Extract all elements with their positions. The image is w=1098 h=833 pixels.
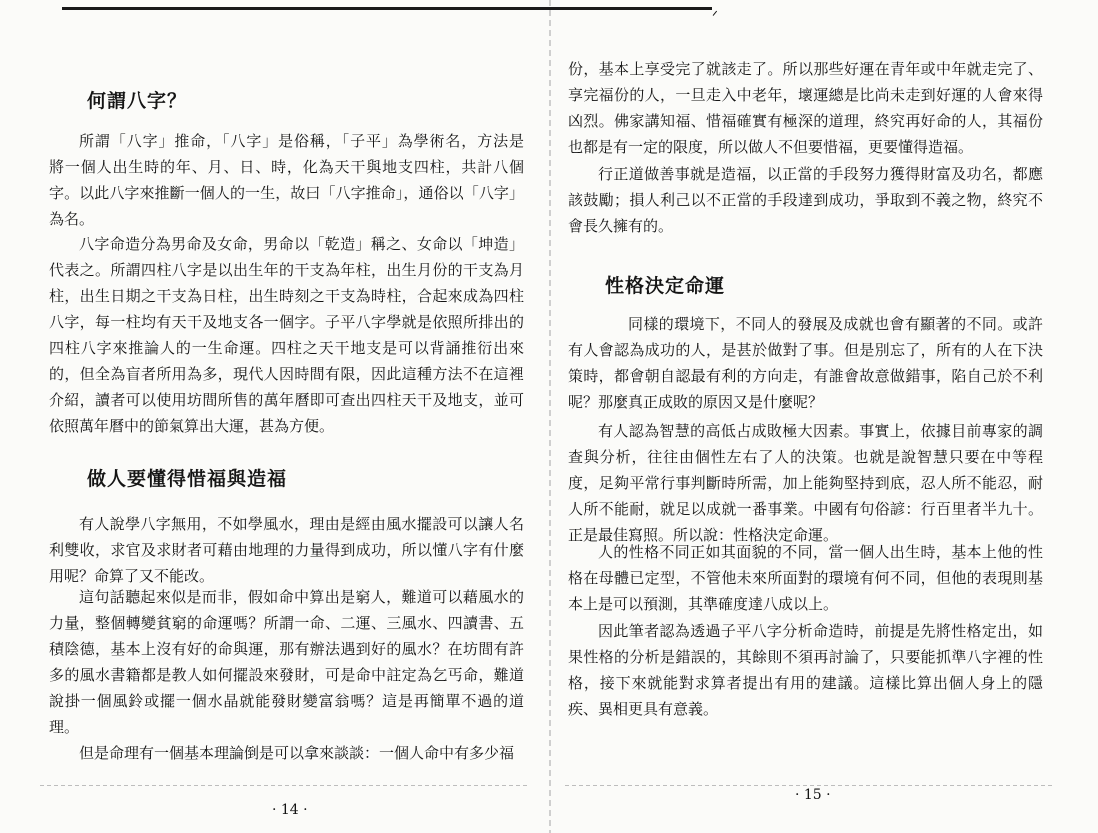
- body-text-line: 四柱八字來推論人的一生命運。四柱之天干地支是可以背誦推衍出來: [49, 339, 524, 357]
- body-text-line: 因此筆者認為透過子平八字分析命造時，前提是先將性格定出，如: [598, 622, 1043, 640]
- top-rule: [62, 7, 712, 10]
- body-text-line: 代表之。所謂四柱八字是以出生年的干支為年柱，出生月份的干支為月: [49, 261, 524, 279]
- section-heading: 做人要懂得惜福與造福: [87, 468, 288, 490]
- body-text-line: 積陰德，基本上沒有好的命與運，那有辦法遇到好的風水？在坊間有許: [49, 640, 524, 658]
- body-text-line: 策時，都會朝自認最有利的方向走，有誰會故意做錯事，陷自己於不利: [568, 367, 1043, 385]
- body-text-line: 本上是可以預測，其準確度達八成以上。: [568, 595, 839, 613]
- body-text-line: 享完福份的人，一旦走入中老年，壞運總是比尚未走到好運的人會來得: [568, 86, 1043, 104]
- body-text-line: 呢？那麼真正成敗的原因又是什麼呢？: [568, 393, 824, 411]
- section-heading: 何謂八字？: [87, 90, 188, 112]
- body-text-line: 但是命理有一個基本理論倒是可以拿來談談：一個人命中有多少福: [79, 744, 515, 762]
- page-number-left: · 14 ·: [272, 802, 308, 818]
- body-text-line: 說掛一個風鈴或擺一個水晶就能發財變富翁嗎？這是再簡單不過的道: [49, 692, 524, 710]
- body-text-line: 多的風水書籍都是教人如何擺設來發財，可是命中註定為乞丐命，難道: [49, 666, 524, 684]
- body-text-line: 這句話聽起來似是而非，假如命中算出是窮人，難道可以藉風水的: [79, 588, 524, 606]
- page-gutter: [549, 0, 551, 833]
- body-text-line: 理。: [49, 718, 80, 736]
- scan-mark: ᐟ: [712, 9, 718, 25]
- body-text-line: 人所不能耐，就足以成就一番事業。中國有句俗諺：行百里者半九十。: [568, 500, 1043, 518]
- body-text-line: 會長久擁有的。: [568, 217, 674, 235]
- body-text-line: 利雙收，求官及求財者可藉由地理的力量得到成功，所以懂八字有什麼: [49, 541, 524, 559]
- body-text-line: 行正道做善事就是造福，以正當的手段努力獲得財富及功名，都應: [598, 165, 1043, 183]
- body-text-line: 為名。: [49, 210, 95, 228]
- body-text-line: 用呢？命算了又不能改。: [49, 567, 215, 585]
- body-text-line: 有人說學八字無用，不如學風水，理由是經由風水擺設可以讓人名: [79, 515, 524, 533]
- body-text-line: 人的性格不同正如其面貌的不同，當一個人出生時，基本上他的性: [598, 543, 1043, 561]
- page-number-right: · 15 ·: [795, 787, 831, 803]
- left-bottom-rule: [40, 785, 530, 786]
- body-text-line: 的，但全為盲者所用為多，現代人因時間有限，因此這種方法不在這裡: [49, 365, 524, 383]
- body-text-line: 八字命造分為男命及女命，男命以「乾造」稱之、女命以「坤造」: [79, 235, 524, 253]
- section-heading: 性格決定命運: [605, 275, 726, 297]
- body-text-line: 格在母體已定型，不管他未來所面對的環境有何不同，但他的表現則基: [568, 569, 1043, 587]
- body-text-line: 有人會認為成功的人，是甚於做對了事。但是別忘了，所有的人在下決: [568, 341, 1043, 359]
- body-text-line: 所謂「八字」推命，「八字」是俗稱，「子平」為學術名，方法是: [79, 132, 524, 150]
- body-text-line: 疾、異相更具有意義。: [568, 700, 719, 718]
- body-text-line: 也都是有一定的限度，所以做人不但要惜福，更要懂得造福。: [568, 138, 974, 156]
- body-text-line: 八字，每一柱均有天干及地支各一個字。子平八字學就是依照所排出的: [49, 313, 524, 331]
- body-text-line: 將一個人出生時的年、月、日、時，化為天干與地支四柱，共計八個: [49, 158, 524, 176]
- body-text-line: 力量，整個轉變貧窮的命運嗎？所謂一命、二運、三風水、四讀書、五: [49, 614, 524, 632]
- body-text-line: 查與分析，往往由個性左右了人的決策。也就是說智慧只要在中等程: [568, 448, 1043, 466]
- body-text-line: 格，接下來就能對求算者提出有用的建議。這樣比算出個人身上的隱: [568, 674, 1043, 692]
- body-text-line: 有人認為智慧的高低占成敗極大因素。事實上，依據目前專家的調: [598, 422, 1043, 440]
- body-text-line: 同樣的環境下，不同人的發展及成就也會有顯著的不同。或許: [628, 315, 1043, 333]
- body-text-line: 介紹，讀者可以使用坊間所售的萬年曆即可查出四柱天干及地支，並可: [49, 391, 524, 409]
- body-text-line: 柱，出生日期之干支為日柱，出生時刻之干支為時柱，合起來成為四柱: [49, 287, 524, 305]
- body-text-line: 該鼓勵；損人利己以不正當的手段達到成功，爭取到不義之物，終究不: [568, 191, 1043, 209]
- body-text-line: 凶烈。佛家講知福、惜福確實有極深的道理，終究再好命的人，其福份: [568, 112, 1043, 130]
- body-text-line: 正是最佳寫照。所以說：性格決定命運。: [568, 526, 839, 544]
- body-text-line: 份，基本上享受完了就該走了。所以那些好運在青年或中年就走完了、: [568, 60, 1043, 78]
- right-bottom-rule: [565, 785, 1055, 786]
- body-text-line: 度，足夠平常行事判斷時所需，加上能夠堅持到底，忍人所不能忍，耐: [568, 474, 1043, 492]
- body-text-line: 依照萬年曆中的節氣算出大運，甚為方便。: [49, 417, 335, 435]
- body-text-line: 字。以此八字來推斷一個人的一生，故曰「八字推命」，通俗以「八字」: [49, 184, 524, 202]
- body-text-line: 果性格的分析是錯誤的，其餘則不須再討論了，只要能抓準八字裡的性: [568, 648, 1043, 666]
